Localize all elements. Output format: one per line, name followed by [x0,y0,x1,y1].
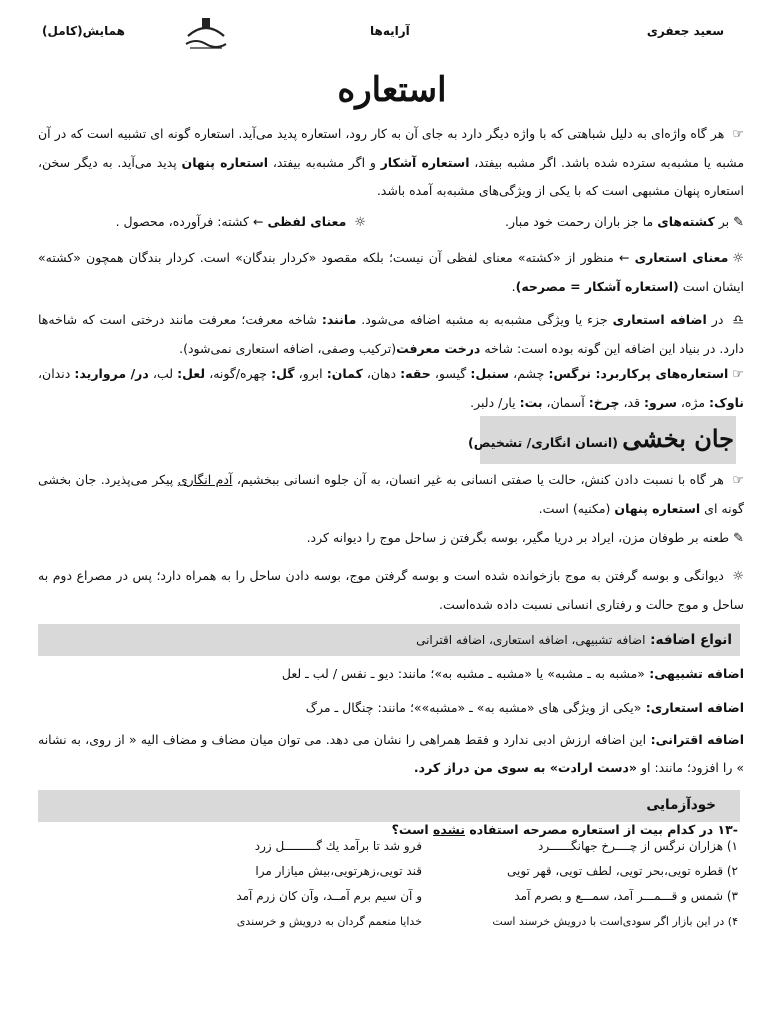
accompaniment-genitive: اضافه اقترانی: این اضافه ارزش ادبی ندارد و فقط همراهی را نشان می دهد. می توان میان مضاف و مضاف الیه « از روی، به نشانه » را افزود؛ مانند: او «دست ارادت» به سوی من دراز کرد. [38,732,744,775]
personification-explanation: ☼ دیوانگی و بوسه گرفتن به موج بازخوانده شده است و بوسه گرفتن موج، بوسه دادن ساحل را به همراه دارد؛ پس در مصراع دوم به ساحل و موج حالت و رفتاری انسانی نسبت داده شده‌است. [38,562,744,619]
sun-icon: ☼ [732,569,744,584]
types-heading: انواع اضافه: اضافه تشبیهی، اضافه استعاری، اضافه اقترانی [416,632,732,648]
example-1-explanation: ☼معنای استعاری ← منظور از «کشته» معنای لفظی آن نیست؛ بلکه مقصود «کردار بندگان» است. کردار بندگان همچون «کشته» ایشان است (استعاره آشکار = مصرحه). [38,244,744,301]
hand-pointing-icon: ☞ [732,473,744,488]
header-topic: آرایه‌ها [370,24,410,38]
quiz-option-1[interactable]: ۱) هزاران نرگس از چــــرخ جهانگــــــرد [537,839,738,853]
self-test-heading: خودآزمایی [646,797,716,813]
quiz-verse-second-1: فرو شد تا برآمد یك گـــــــــل زرد [254,839,422,853]
sun-icon: ☼ [354,215,366,230]
metaphor-genitive: اضافه استعاری: «یکی از ویژگی های «مشبه به» ـ «مشبه»»؛ مانند: چنگال ـ مرگ [305,700,744,715]
hand-pointing-icon: ☞ [732,367,744,382]
sun-icon: ☼ [732,251,744,266]
quiz-verse-second-4: خدایا منعمم گردان به درویش و خرسندی [236,915,422,928]
hand-pointing-icon: ☞ [732,127,744,142]
quiz-verse-second-3: و آن سیم برم آمــد، وآن کان زرم آمد [236,889,422,903]
pencil-icon: ✎ [733,215,744,230]
quiz-options-right [438,834,738,934]
simile-genitive: اضافه تشبیهی: «مشبه به ـ مشبه» یا «مشبه ـ مشبه به»؛ مانند: دیو ـ نفس / لب ـ لعل [281,666,744,681]
quiz-option-2[interactable]: ۲) قطره تویی،بحر تویی، لطف تویی، قهر تویی [507,864,738,878]
quiz-verse-second-2: قند تویی،زهرتویی،بیش میازار مرا [255,864,422,878]
personification-paragraph: ☞ هر گاه با نسبت دادن کنش، حالت یا صفتی انسانی به غیر انسان، به آن جلوه انسانی ببخشیم، آدم انگاری پیکر می‌پذیرد. جان بخشی گونه ای استعاره پنهان (مکنیه) است. [38,466,744,523]
header-edition: همایش(کامل) [42,24,125,38]
bell-icon: ♎ [732,313,744,328]
quiz-option-3[interactable]: ۳) شمس و قـــمـــر آمد، سمـــع و بصرم آمد [514,889,738,903]
personification-example: ✎طعنه بر طوفان مزن، ایراد بر دریا مگیر، بوسه بگرفتن ز ساحل موج را دیوانه کرد. [306,530,744,546]
page-title: استعاره [337,70,447,110]
example-1-line: ✎بر کشته‌های ما جز باران رحمت خود مبار. [504,214,744,230]
publisher-logo-icon [184,14,228,50]
self-test-heading-box [38,790,740,822]
quiz-options-left [232,834,422,934]
pencil-icon: ✎ [733,531,744,546]
quiz-question: -۱۳ در کدام بیت از استعاره مصرحه استفاده نشده است؟ [391,822,738,837]
intro-paragraph: ☞ هر گاه واژه‌ای به دلیل شباهتی که با واژه دیگر دارد به جای آن به کار رود، استعاره پدید می‌آید. استعاره گونه ای تشبیه است که در آن مشبه یا مشبه‌به سترده شده باشد. اگر مشبه بیفتد، استعاره آشکار و اگر مشبه‌به بیفتد، استعاره پنهان پدید می‌آید. به دیگر سخن، استعاره پنهان مشبهی است که با یکی از ویژگی‌های مشبه‌به آمده باشد. [38,120,744,205]
quiz-option-4[interactable]: ۴) در این بازار اگر سودی‌است با درویش خرسند است [492,915,738,928]
personification-heading: جان بخشی (انسان انگاری/ تشخیص) [468,424,734,453]
possessive-paragraph: ♎ در اضافه استعاری جزء یا ویژگی مشبه‌به به مشبه اضافه می‌شود. مانند: شاخه معرفت؛ معرفت مانند درختی است که شاخه‌ها دارد. در بنیاد این اضافه این گونه بوده است: شاخه درخت معرفت(ترکیب وصفی، اضافه استعاری نمی‌شود). [38,306,744,363]
example-1-meaning: ☼ معنای لفظی ← کشته: فرآورده، محصول . [115,214,366,230]
header-author: سعید جعفری [646,24,724,38]
common-metaphors: ☞استعاره‌های پرکاربرد: نرگس: چشم، سنبل: گیسو، حقه: دهان، کمان: ابرو، گل: چهره/گونه، لعل: لب، در/ مروارید: دندان، ناوک: مژه، سرو: قد، چرخ: آسمان، بت: یار/ دلبر. [38,360,744,417]
